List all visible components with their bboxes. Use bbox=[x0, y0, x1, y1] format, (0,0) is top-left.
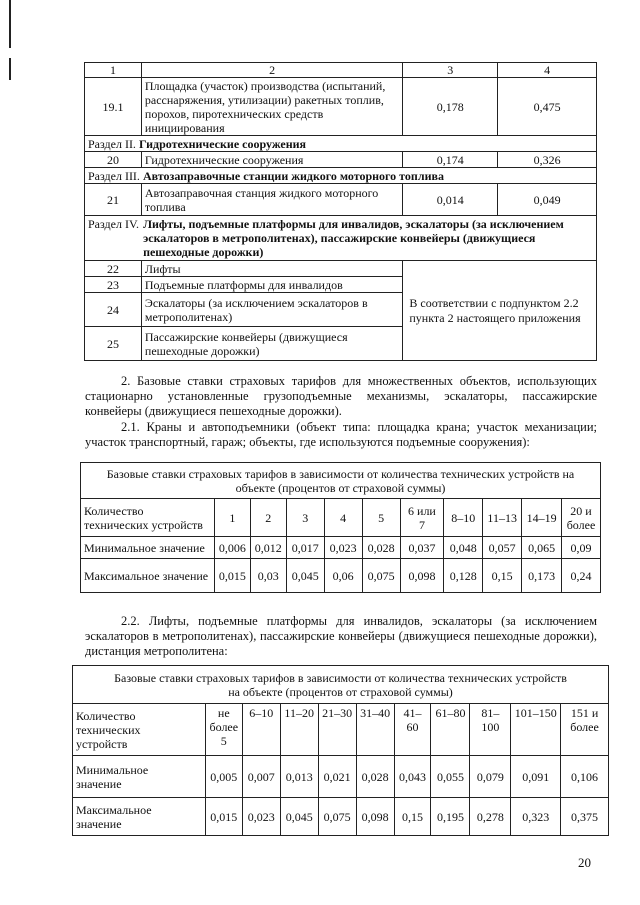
rate-value: 0,323 bbox=[511, 798, 561, 836]
rate-value: 0,075 bbox=[362, 559, 400, 593]
rate-value: 0,326 bbox=[498, 152, 597, 168]
count-header: 4 bbox=[324, 499, 362, 537]
row-number: 23 bbox=[85, 277, 142, 293]
row-name: Пассажирские конвейеры (движущиеся пешеходные дорожки) bbox=[141, 327, 402, 361]
rate-value: 0,24 bbox=[562, 559, 601, 593]
column-header: 2 bbox=[141, 63, 402, 78]
row-label: Количество технических устройств bbox=[73, 704, 206, 756]
row-number: 20 bbox=[85, 152, 142, 168]
rate-value: 0,106 bbox=[561, 756, 609, 798]
count-header: 151 и более bbox=[561, 704, 609, 756]
rate-value: 0,278 bbox=[470, 798, 511, 836]
section-label: Раздел II. bbox=[88, 136, 136, 151]
row-name: Гидротехнические сооружения bbox=[141, 152, 402, 168]
binding-margin-mark bbox=[9, 58, 11, 80]
count-row bbox=[73, 704, 609, 756]
row-label: Минимальное значение bbox=[73, 756, 206, 798]
rate-value: 0,017 bbox=[286, 537, 324, 559]
rate-value: 0,049 bbox=[498, 184, 597, 216]
count-header: 20 и более bbox=[562, 499, 601, 537]
rate-value: 0,023 bbox=[324, 537, 362, 559]
count-header: 5 bbox=[362, 499, 400, 537]
rate-value: 0,15 bbox=[483, 559, 522, 593]
rate-value: 0,128 bbox=[444, 559, 483, 593]
count-header: 6 или 7 bbox=[400, 499, 444, 537]
rate-value: 0,178 bbox=[403, 78, 498, 136]
section-heading bbox=[85, 136, 597, 152]
count-header: 31–40 bbox=[356, 704, 394, 756]
row-label: Минимальное значение bbox=[81, 537, 215, 559]
rate-value: 0,174 bbox=[403, 152, 498, 168]
rate-value: 0,006 bbox=[214, 537, 250, 559]
rate-value: 0,021 bbox=[318, 756, 356, 798]
rate-value: 0,098 bbox=[400, 559, 444, 593]
rate-value: 0,15 bbox=[394, 798, 431, 836]
rate-value: 0,028 bbox=[356, 756, 394, 798]
rate-value: 0,013 bbox=[280, 756, 318, 798]
column-header: 1 bbox=[85, 63, 142, 78]
rate-value: 0,098 bbox=[356, 798, 394, 836]
row-name: Автозаправочная станция жидкого моторного топлива bbox=[141, 184, 402, 216]
rate-value: 0,475 bbox=[498, 78, 597, 136]
paragraph-2: 2. Базовые ставки страховых тарифов для множественных объектов, использующих стационарно установленные грузоподъемные механизмы, эскалаторы, пассажирские конвейеры (движущиеся пешеходные дорожки). bbox=[85, 374, 597, 418]
rate-value: 0,09 bbox=[562, 537, 601, 559]
count-header: 21–30 bbox=[318, 704, 356, 756]
section-title: Гидротехнические сооружения bbox=[138, 136, 307, 151]
rate-value: 0,091 bbox=[511, 756, 561, 798]
binding-margin-mark bbox=[9, 0, 11, 48]
section-title: Лифты, подъемные платформы для инвалидов, эскалаторы (за исключением эскалаторов в метрополитенах), пассажирские конвейеры (движущиеся пешеходные дорожки) bbox=[143, 217, 564, 259]
rate-value: 0,055 bbox=[431, 756, 470, 798]
caption-row bbox=[81, 463, 601, 499]
page-number: 20 bbox=[578, 855, 591, 870]
count-row bbox=[81, 499, 601, 537]
row-number: 22 bbox=[85, 261, 142, 277]
table-row bbox=[85, 152, 597, 168]
section-row bbox=[85, 168, 597, 184]
table-row bbox=[85, 78, 597, 136]
row-name: Лифты bbox=[141, 261, 402, 277]
row-number: 21 bbox=[85, 184, 142, 216]
section-label: Раздел III. bbox=[88, 168, 140, 183]
row-name: Эскалаторы (за исключением эскалаторов в метрополитенах) bbox=[141, 293, 402, 327]
rate-value: 0,012 bbox=[250, 537, 286, 559]
caption-row bbox=[73, 666, 609, 704]
row-label: Максимальное значение bbox=[81, 559, 215, 593]
row-number: 24 bbox=[85, 293, 142, 327]
section-row bbox=[85, 136, 597, 152]
count-header: 81–100 bbox=[470, 704, 511, 756]
table-header-row bbox=[85, 63, 597, 78]
paragraph-2-1: 2.1. Краны и автоподъемники (объект типа: площадка крана; участок механизации; участок транспортный, гараж; объекты, где используются подъемные сооружения): bbox=[85, 420, 597, 449]
rate-value: 0,015 bbox=[205, 798, 242, 836]
rate-value: 0,043 bbox=[394, 756, 431, 798]
tariff-table-objects bbox=[84, 62, 597, 361]
rate-value: 0,007 bbox=[242, 756, 280, 798]
rate-value: 0,045 bbox=[280, 798, 318, 836]
count-header: 3 bbox=[286, 499, 324, 537]
row-label: Максимальное значение bbox=[73, 798, 206, 836]
section-label: Раздел IV. bbox=[88, 217, 140, 231]
rate-value: 0,065 bbox=[522, 537, 562, 559]
row-number: 19.1 bbox=[85, 78, 142, 136]
section-row bbox=[85, 216, 597, 261]
count-header: 14–19 bbox=[522, 499, 562, 537]
column-header: 3 bbox=[403, 63, 498, 78]
rate-value: 0,057 bbox=[483, 537, 522, 559]
count-header: 1 bbox=[214, 499, 250, 537]
max-row bbox=[81, 559, 601, 593]
count-header: 11–20 bbox=[280, 704, 318, 756]
paragraph-2-2: 2.2. Лифты, подъемные платформы для инвалидов, эскалаторы (за исключением эскалаторов в метрополитенах), пассажирские конвейеры (движущиеся пешеходные дорожки), дистанция метрополитена: bbox=[85, 614, 597, 658]
rate-value: 0,173 bbox=[522, 559, 562, 593]
count-header: 2 bbox=[250, 499, 286, 537]
rate-value: 0,03 bbox=[250, 559, 286, 593]
max-row bbox=[73, 798, 609, 836]
rate-value: 0,014 bbox=[403, 184, 498, 216]
count-header: 101–150 bbox=[511, 704, 561, 756]
rate-value: 0,028 bbox=[362, 537, 400, 559]
rate-value: 0,079 bbox=[470, 756, 511, 798]
row-name: Подъемные платформы для инвалидов bbox=[141, 277, 402, 293]
rate-value: 0,037 bbox=[400, 537, 444, 559]
rate-value: 0,048 bbox=[444, 537, 483, 559]
rate-value: 0,075 bbox=[318, 798, 356, 836]
rate-value: 0,023 bbox=[242, 798, 280, 836]
row-label: Количество технических устройств bbox=[81, 499, 215, 537]
count-header: 6–10 bbox=[242, 704, 280, 756]
min-row bbox=[73, 756, 609, 798]
table-row bbox=[85, 184, 597, 216]
merged-note: В соответствии с подпунктом 2.2 пункта 2 настоящего приложения bbox=[403, 261, 597, 361]
count-header: 61–80 bbox=[431, 704, 470, 756]
row-number: 25 bbox=[85, 327, 142, 361]
row-name: Площадка (участок) производства (испытаний, расснаряжения, утилизации) ракетных топлив, порохов, пиротехнических средств инициирования bbox=[141, 78, 402, 136]
tariff-table-lifts bbox=[72, 665, 609, 836]
table-caption: Базовые ставки страховых тарифов в зависимости от количества технических устройств на объекте (процентов от страховой суммы) bbox=[81, 463, 601, 499]
section-heading bbox=[85, 216, 597, 261]
table-caption: Базовые ставки страховых тарифов в зависимости от количества технических устройств на объекте (процентов от страховой суммы) bbox=[73, 666, 609, 704]
count-header: не более 5 bbox=[205, 704, 242, 756]
rate-value: 0,015 bbox=[214, 559, 250, 593]
count-header: 11–13 bbox=[483, 499, 522, 537]
min-row bbox=[81, 537, 601, 559]
table-row bbox=[85, 261, 597, 277]
rate-value: 0,005 bbox=[205, 756, 242, 798]
rate-value: 0,06 bbox=[324, 559, 362, 593]
tariff-table-cranes bbox=[80, 462, 601, 593]
section-heading bbox=[85, 168, 597, 184]
count-header: 41–60 bbox=[394, 704, 431, 756]
rate-value: 0,195 bbox=[431, 798, 470, 836]
column-header: 4 bbox=[498, 63, 597, 78]
rate-value: 0,375 bbox=[561, 798, 609, 836]
count-header: 8–10 bbox=[444, 499, 483, 537]
rate-value: 0,045 bbox=[286, 559, 324, 593]
section-title: Автозаправочные станции жидкого моторного топлива bbox=[142, 168, 444, 183]
